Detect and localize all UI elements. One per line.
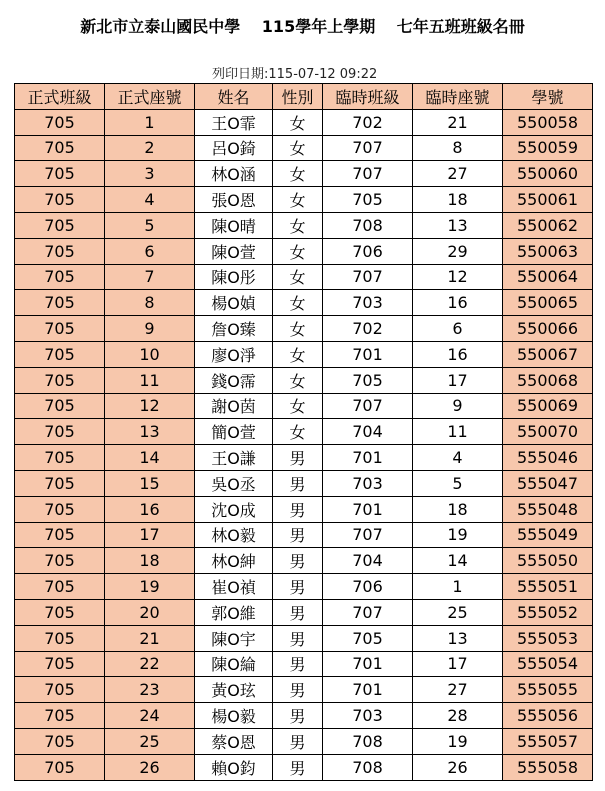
official-class-cell: 705 xyxy=(15,419,105,445)
temp-seat-cell: 13 xyxy=(413,212,503,238)
official-seat-cell: 19 xyxy=(105,574,195,600)
temp-class-cell: 706 xyxy=(323,238,413,264)
official-seat-cell: 4 xyxy=(105,187,195,213)
gender-cell: 男 xyxy=(273,522,323,548)
name-cell: 王O霏 xyxy=(195,109,273,135)
gender-cell: 女 xyxy=(273,367,323,393)
temp-seat-cell: 12 xyxy=(413,264,503,290)
temp-class-cell: 703 xyxy=(323,290,413,316)
student-id-cell: 550064 xyxy=(503,264,593,290)
temp-class-cell: 707 xyxy=(323,599,413,625)
official-class-cell: 705 xyxy=(15,677,105,703)
table-row xyxy=(15,109,593,135)
temp-class-cell: 707 xyxy=(323,393,413,419)
table-row xyxy=(15,599,593,625)
student-id-cell: 555057 xyxy=(503,728,593,754)
table-row xyxy=(15,419,593,445)
temp-seat-cell: 6 xyxy=(413,316,503,342)
official-seat-cell: 18 xyxy=(105,548,195,574)
roster-name: 七年五班班級名冊 xyxy=(396,17,525,36)
official-seat-cell: 22 xyxy=(105,651,195,677)
table-row xyxy=(15,754,593,780)
temp-class-cell: 705 xyxy=(323,625,413,651)
name-cell: 簡O萱 xyxy=(195,419,273,445)
official-seat-cell: 26 xyxy=(105,754,195,780)
temp-class-cell: 705 xyxy=(323,187,413,213)
name-cell: 謝O茵 xyxy=(195,393,273,419)
roster-table xyxy=(14,83,593,781)
student-id-cell: 550065 xyxy=(503,290,593,316)
official-class-cell: 705 xyxy=(15,161,105,187)
student-id-cell: 555048 xyxy=(503,496,593,522)
school-name: 新北市立泰山國民中學 xyxy=(80,17,241,36)
name-cell: 楊O媜 xyxy=(195,290,273,316)
official-seat-cell: 23 xyxy=(105,677,195,703)
temp-seat-cell: 16 xyxy=(413,290,503,316)
name-cell: 陳O宇 xyxy=(195,625,273,651)
temp-seat-cell: 25 xyxy=(413,599,503,625)
temp-class-cell: 707 xyxy=(323,264,413,290)
table-row xyxy=(15,677,593,703)
student-id-cell: 555050 xyxy=(503,548,593,574)
temp-seat-cell: 8 xyxy=(413,135,503,161)
gender-cell: 男 xyxy=(273,625,323,651)
gender-cell: 女 xyxy=(273,264,323,290)
official-class-cell: 705 xyxy=(15,187,105,213)
temp-class-cell: 708 xyxy=(323,212,413,238)
name-cell: 陳O萱 xyxy=(195,238,273,264)
table-row xyxy=(15,548,593,574)
table-row xyxy=(15,470,593,496)
student-id-cell: 550059 xyxy=(503,135,593,161)
official-class-cell: 705 xyxy=(15,574,105,600)
official-class-cell: 705 xyxy=(15,728,105,754)
temp-seat-cell: 28 xyxy=(413,703,503,729)
gender-cell: 女 xyxy=(273,419,323,445)
roster-body xyxy=(15,109,593,780)
temp-seat-cell: 4 xyxy=(413,445,503,471)
gender-cell: 女 xyxy=(273,316,323,342)
temp-class-cell: 705 xyxy=(323,367,413,393)
gender-cell: 女 xyxy=(273,341,323,367)
official-seat-cell: 9 xyxy=(105,316,195,342)
student-id-cell: 555052 xyxy=(503,599,593,625)
gender-cell: 女 xyxy=(273,135,323,161)
temp-class-cell: 701 xyxy=(323,445,413,471)
student-id-cell: 555049 xyxy=(503,522,593,548)
temp-seat-cell: 5 xyxy=(413,470,503,496)
table-row xyxy=(15,316,593,342)
table-row xyxy=(15,522,593,548)
student-id-cell: 555046 xyxy=(503,445,593,471)
official-class-cell: 705 xyxy=(15,109,105,135)
name-cell: 王O謙 xyxy=(195,445,273,471)
gender-cell: 男 xyxy=(273,677,323,703)
name-cell: 張O恩 xyxy=(195,187,273,213)
name-cell: 廖O淨 xyxy=(195,341,273,367)
table-row xyxy=(15,238,593,264)
official-seat-cell: 13 xyxy=(105,419,195,445)
official-seat-cell: 7 xyxy=(105,264,195,290)
temp-class-cell: 707 xyxy=(323,161,413,187)
official-seat-cell: 12 xyxy=(105,393,195,419)
table-row xyxy=(15,651,593,677)
official-class-cell: 705 xyxy=(15,341,105,367)
temp-class-cell: 704 xyxy=(323,419,413,445)
official-seat-cell: 15 xyxy=(105,470,195,496)
student-id-cell: 555053 xyxy=(503,625,593,651)
temp-seat-cell: 18 xyxy=(413,496,503,522)
student-id-cell: 550067 xyxy=(503,341,593,367)
page-title xyxy=(0,14,605,37)
name-cell: 林O紳 xyxy=(195,548,273,574)
temp-class-cell: 703 xyxy=(323,703,413,729)
temp-seat-cell: 13 xyxy=(413,625,503,651)
student-id-cell: 550061 xyxy=(503,187,593,213)
temp-seat-cell: 18 xyxy=(413,187,503,213)
temp-seat-cell: 27 xyxy=(413,677,503,703)
table-row xyxy=(15,341,593,367)
gender-cell: 女 xyxy=(273,238,323,264)
student-id-cell: 550058 xyxy=(503,109,593,135)
official-class-cell: 705 xyxy=(15,316,105,342)
temp-seat-cell: 26 xyxy=(413,754,503,780)
name-cell: 陳O晴 xyxy=(195,212,273,238)
temp-seat-cell: 17 xyxy=(413,651,503,677)
gender-cell: 女 xyxy=(273,290,323,316)
temp-class-cell: 707 xyxy=(323,135,413,161)
name-cell: 沈O成 xyxy=(195,496,273,522)
name-cell: 陳O綸 xyxy=(195,651,273,677)
official-class-cell: 705 xyxy=(15,703,105,729)
gender-cell: 男 xyxy=(273,703,323,729)
student-id-cell: 555056 xyxy=(503,703,593,729)
table-row xyxy=(15,728,593,754)
student-id-cell: 555058 xyxy=(503,754,593,780)
official-class-cell: 705 xyxy=(15,548,105,574)
temp-class-cell: 701 xyxy=(323,496,413,522)
name-cell: 呂O錡 xyxy=(195,135,273,161)
temp-class-cell: 701 xyxy=(323,341,413,367)
temp-seat-cell: 21 xyxy=(413,109,503,135)
name-cell: 陳O彤 xyxy=(195,264,273,290)
official-class-cell: 705 xyxy=(15,367,105,393)
student-id-cell: 550070 xyxy=(503,419,593,445)
official-class-cell: 705 xyxy=(15,290,105,316)
gender-cell: 男 xyxy=(273,651,323,677)
temp-seat-cell: 9 xyxy=(413,393,503,419)
temp-class-cell: 707 xyxy=(323,522,413,548)
official-class-cell: 705 xyxy=(15,754,105,780)
official-class-cell: 705 xyxy=(15,522,105,548)
temp-class-cell: 708 xyxy=(323,754,413,780)
gender-cell: 女 xyxy=(273,393,323,419)
gender-cell: 女 xyxy=(273,187,323,213)
temp-class-cell: 708 xyxy=(323,728,413,754)
table-row xyxy=(15,264,593,290)
temp-class-cell: 706 xyxy=(323,574,413,600)
student-id-cell: 555055 xyxy=(503,677,593,703)
table-row xyxy=(15,445,593,471)
student-id-cell: 550068 xyxy=(503,367,593,393)
official-class-cell: 705 xyxy=(15,135,105,161)
official-seat-cell: 6 xyxy=(105,238,195,264)
name-cell: 郭O維 xyxy=(195,599,273,625)
student-id-cell: 555047 xyxy=(503,470,593,496)
student-id-cell: 550062 xyxy=(503,212,593,238)
official-class-cell: 705 xyxy=(15,470,105,496)
student-id-header: 學號 xyxy=(503,84,593,110)
header-row xyxy=(15,84,593,110)
temp-seat-cell: 16 xyxy=(413,341,503,367)
gender-cell: 男 xyxy=(273,728,323,754)
official-seat-cell: 25 xyxy=(105,728,195,754)
name-cell: 詹O臻 xyxy=(195,316,273,342)
print-date: 列印日期:115-07-12 09:22 xyxy=(212,67,378,82)
temp-seat-header: 臨時座號 xyxy=(413,84,503,110)
table-row xyxy=(15,290,593,316)
gender-cell: 男 xyxy=(273,574,323,600)
temp-seat-cell: 1 xyxy=(413,574,503,600)
official-seat-header: 正式座號 xyxy=(105,84,195,110)
official-seat-cell: 2 xyxy=(105,135,195,161)
gender-cell: 男 xyxy=(273,470,323,496)
gender-header: 性別 xyxy=(273,84,323,110)
official-seat-cell: 16 xyxy=(105,496,195,522)
official-class-cell: 705 xyxy=(15,625,105,651)
table-row xyxy=(15,212,593,238)
official-seat-cell: 24 xyxy=(105,703,195,729)
official-seat-cell: 1 xyxy=(105,109,195,135)
gender-cell: 女 xyxy=(273,109,323,135)
temp-class-header: 臨時班級 xyxy=(323,84,413,110)
student-id-cell: 550063 xyxy=(503,238,593,264)
official-seat-cell: 11 xyxy=(105,367,195,393)
table-row xyxy=(15,187,593,213)
table-row xyxy=(15,393,593,419)
student-id-cell: 550060 xyxy=(503,161,593,187)
name-cell: 黃O玹 xyxy=(195,677,273,703)
temp-class-cell: 703 xyxy=(323,470,413,496)
official-seat-cell: 8 xyxy=(105,290,195,316)
term-name: 115學年上學期 xyxy=(261,17,376,36)
official-seat-cell: 10 xyxy=(105,341,195,367)
table-row xyxy=(15,161,593,187)
name-cell: 蔡O恩 xyxy=(195,728,273,754)
gender-cell: 女 xyxy=(273,161,323,187)
temp-class-cell: 702 xyxy=(323,109,413,135)
name-cell: 賴O鈞 xyxy=(195,754,273,780)
official-class-cell: 705 xyxy=(15,238,105,264)
official-class-cell: 705 xyxy=(15,651,105,677)
table-row xyxy=(15,367,593,393)
name-cell: 崔O禎 xyxy=(195,574,273,600)
name-cell: 錢O霈 xyxy=(195,367,273,393)
official-class-cell: 705 xyxy=(15,445,105,471)
table-row xyxy=(15,703,593,729)
name-cell: 林O涵 xyxy=(195,161,273,187)
temp-class-cell: 701 xyxy=(323,651,413,677)
gender-cell: 男 xyxy=(273,599,323,625)
gender-cell: 男 xyxy=(273,548,323,574)
gender-cell: 男 xyxy=(273,754,323,780)
official-seat-cell: 20 xyxy=(105,599,195,625)
official-class-cell: 705 xyxy=(15,496,105,522)
temp-class-cell: 702 xyxy=(323,316,413,342)
temp-class-cell: 704 xyxy=(323,548,413,574)
temp-seat-cell: 11 xyxy=(413,419,503,445)
temp-seat-cell: 17 xyxy=(413,367,503,393)
gender-cell: 男 xyxy=(273,496,323,522)
student-id-cell: 555051 xyxy=(503,574,593,600)
official-seat-cell: 21 xyxy=(105,625,195,651)
student-id-cell: 550069 xyxy=(503,393,593,419)
gender-cell: 女 xyxy=(273,212,323,238)
official-seat-cell: 3 xyxy=(105,161,195,187)
official-seat-cell: 14 xyxy=(105,445,195,471)
temp-seat-cell: 27 xyxy=(413,161,503,187)
gender-cell: 男 xyxy=(273,445,323,471)
official-class-cell: 705 xyxy=(15,599,105,625)
official-seat-cell: 17 xyxy=(105,522,195,548)
temp-seat-cell: 29 xyxy=(413,238,503,264)
name-cell: 吳O丞 xyxy=(195,470,273,496)
table-row xyxy=(15,496,593,522)
official-class-cell: 705 xyxy=(15,264,105,290)
table-row xyxy=(15,625,593,651)
temp-seat-cell: 14 xyxy=(413,548,503,574)
official-class-cell: 705 xyxy=(15,393,105,419)
student-id-cell: 555054 xyxy=(503,651,593,677)
temp-seat-cell: 19 xyxy=(413,522,503,548)
temp-seat-cell: 19 xyxy=(413,728,503,754)
student-id-cell: 550066 xyxy=(503,316,593,342)
name-cell: 楊O毅 xyxy=(195,703,273,729)
official-class-header: 正式班級 xyxy=(15,84,105,110)
temp-class-cell: 701 xyxy=(323,677,413,703)
official-seat-cell: 5 xyxy=(105,212,195,238)
official-class-cell: 705 xyxy=(15,212,105,238)
table-row xyxy=(15,574,593,600)
name-cell: 林O毅 xyxy=(195,522,273,548)
table-row xyxy=(15,135,593,161)
name-header: 姓名 xyxy=(195,84,273,110)
